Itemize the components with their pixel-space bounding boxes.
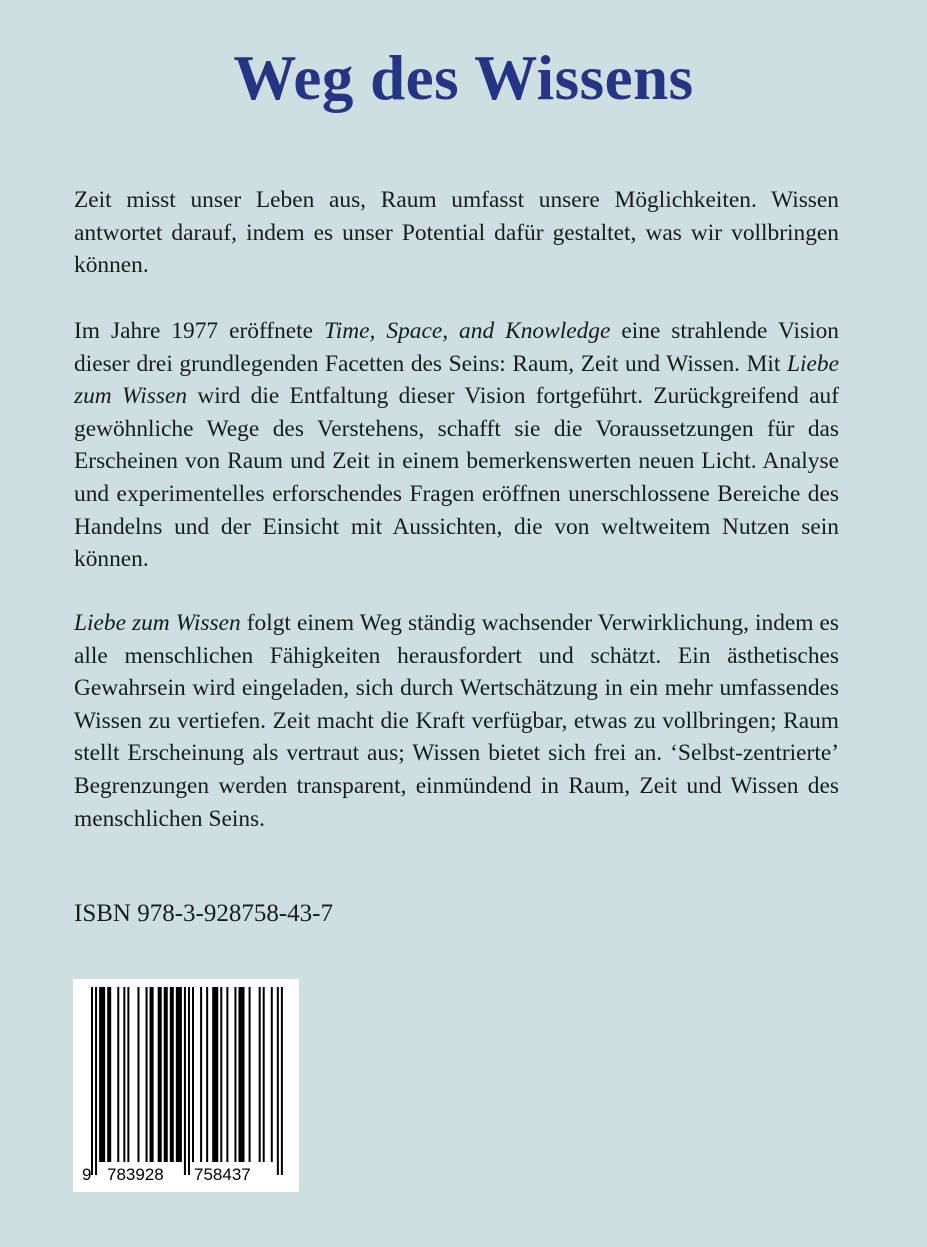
barcode-bar (146, 987, 148, 1162)
book-title: Weg des Wissens (233, 43, 694, 113)
barcode-bar (259, 987, 261, 1162)
barcode-bar (249, 987, 251, 1162)
paragraph-intro: Zeit misst unser Leben aus, Raum umfasst unsere Möglichkeiten. Wissen antwortet darauf, indem es unser Potential dafür gestaltet, was wir vollbringen können. (74, 187, 839, 279)
barcode-digits-right: 758437 (194, 1165, 251, 1184)
barcode-guard-bar (277, 987, 279, 1175)
barcode-bar (212, 987, 218, 1162)
isbn-text: ISBN 978-3-928758-43-7 (74, 900, 334, 927)
book-title-liebe-zum-wissen-2: Liebe zum Wissen (74, 610, 241, 636)
barcode-bar (117, 987, 119, 1162)
paragraph-description-text: folgt einem Weg ständig wachsender Verwirklichung, indem es alle menschlichen Fähigkeiten herausfordert und schätzt. Ein ästhetisches Gewahrsein wird eingeladen, sich durch Wertschätzung in ein mehr umfassendes Wissen zu vertiefen. Zeit macht die Kraft verfügbar, etwas zu vollbringen; Raum stellt Erscheinung als vertraut aus; Wissen bietet sich frei an. ‘Selbst-zentrierte’ Begrenzungen werden transparent, einmündend in Raum, Zeit und Wissen des menschlichen Seins. (74, 610, 839, 832)
barcode-digits-left: 783928 (107, 1165, 164, 1184)
barcode-bar (226, 987, 228, 1162)
paragraph-history-text-a: Im Jahre 1977 eröffnete (74, 318, 325, 344)
barcode-bar (107, 987, 111, 1162)
barcode-guard-bar (184, 987, 186, 1175)
paragraph-description (74, 607, 839, 835)
paragraph-history-text-e: wird die Entfaltung dieser Vision fortgeführt. Zurückgreifend auf gewöhnliche Wege des Verstehens, schafft sie die Voraussetzungen für das Erscheinen von Raum und Zeit in einem bemerkenswerten neuen Licht. Analyse und experimentelles erforschendes Fragen eröffnen unerschlossene Bereiche des Handelns und der Einsicht mit Aussichten, die von weltweitem Nutzen sein können. (74, 383, 839, 573)
barcode-bar (238, 987, 244, 1162)
barcode-bar (150, 987, 154, 1162)
barcode-bars (73, 979, 299, 1192)
barcode-bar (220, 987, 222, 1162)
barcode-bar (263, 987, 265, 1162)
barcode-bar (271, 987, 273, 1162)
paragraph-history-text-c: eine strahlende Vision dieser drei grundlegenden Facetten des Seins: Raum, Zeit und Wissen. Mit (74, 318, 839, 377)
barcode-bar (192, 987, 194, 1162)
barcode-bar (206, 987, 208, 1162)
barcode-guard-bar (188, 987, 190, 1175)
barcode-digit-first: 9 (82, 1165, 92, 1184)
barcode-guard-bar (281, 987, 283, 1175)
barcode-guard-bar (91, 987, 93, 1175)
barcode-bar (234, 987, 236, 1162)
barcode-bar (200, 987, 202, 1162)
paragraph-history (74, 315, 839, 576)
barcode-bar (176, 987, 182, 1162)
barcode-bar (123, 987, 125, 1162)
barcode-bar (99, 987, 105, 1162)
barcode-guard-bar (95, 987, 97, 1175)
barcode-bar (170, 987, 174, 1162)
barcode-digits (73, 1165, 299, 1187)
book-title-time-space-knowledge: Time, Space, and Knowledge (324, 318, 611, 344)
isbn-barcode (73, 979, 299, 1192)
barcode-bar (127, 987, 129, 1162)
barcode-bar (158, 987, 162, 1162)
barcode-bar (164, 987, 168, 1162)
book-title-liebe-zum-wissen: Liebe zum Wissen (74, 350, 839, 410)
barcode-bar (137, 987, 139, 1162)
